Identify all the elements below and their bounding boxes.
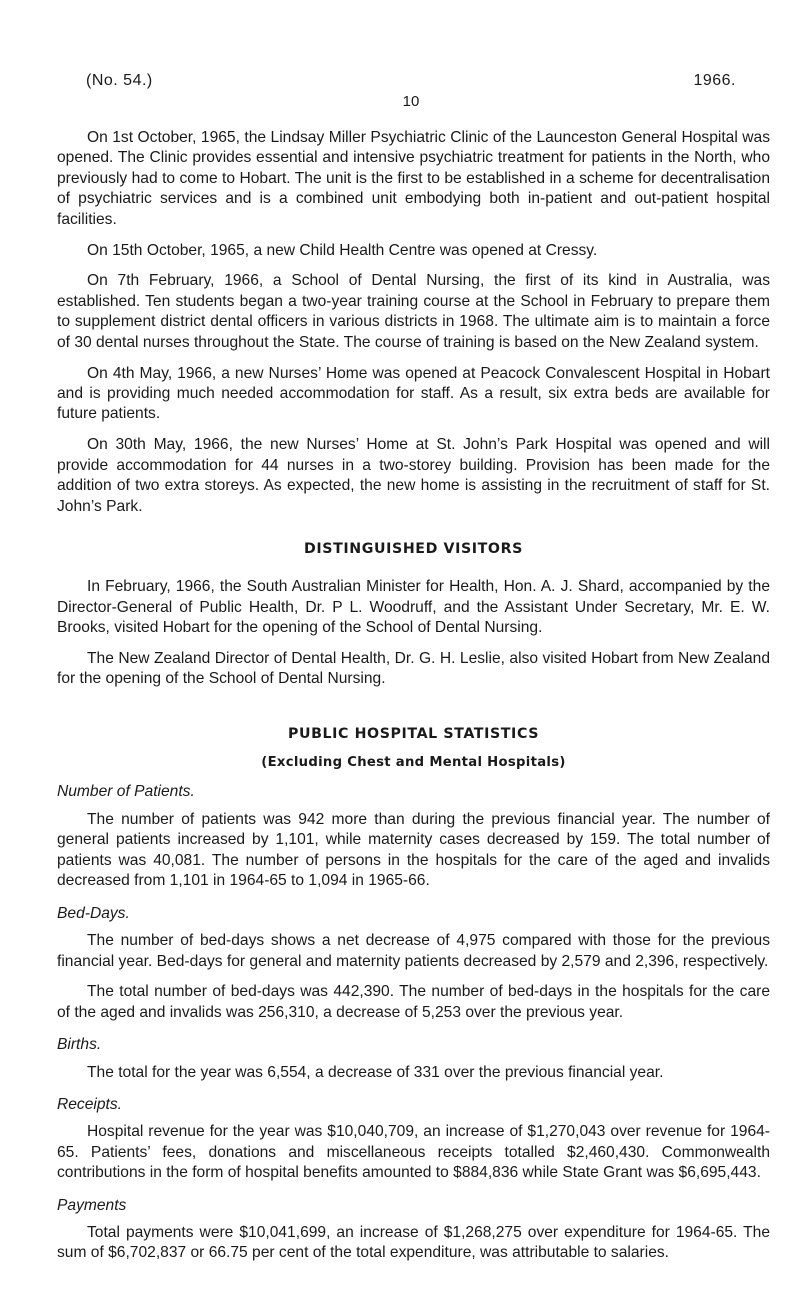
document-body (57, 128, 770, 1274)
paragraph-receipts: Hospital revenue for the year was $10,040,709, an increase of $1,270,043 over revenue for 1964-65. Patients’ fees, donations and miscellaneous receipts totalled $2,460,430. Commonwealth contributions in the form of hospital benefits amounted to $884,836 while State Grant was $6,695,443. (57, 1123, 770, 1182)
paragraph-payments: Total payments were $10,041,699, an increase of $1,268,275 over expenditure for 1964-65. The sum of $6,702,837 or 66.75 per cent of the total expenditure, was attributable to salaries. (57, 1224, 770, 1262)
section-subtitle: (Excluding Chest and Mental Hospitals) (261, 755, 566, 771)
subheading-bed-days: Bed-Days. (57, 904, 130, 922)
paragraph-dental-nursing-school: On 7th February, 1966, a School of Dental Nursing, the first of its kind in Australia, was established. Ten students began a two-year training course at the School in February to prepare them to supplement district dental officers in various districts in 1968. The ultimate aim is to maintain a force of 30 dental nurses throughout the State. The course of training is based on the New Zealand system. (57, 272, 770, 351)
paragraph-sa-minister-visit: In February, 1966, the South Australian Minister for Health, Hon. A. J. Shard, accompanied by the Director-General of Public Health, Dr. P L. Woodruff, and the Assistant Under Secretary, Mr. E. W. Brooks, visited Hobart for the opening of the School of Dental Nursing. (57, 578, 770, 637)
subheading-payments: Payments (57, 1196, 127, 1214)
header-year: 1966. (693, 72, 736, 89)
paragraph-psychiatric-clinic: On 1st October, 1965, the Lindsay Miller Psychiatric Clinic of the Launceston General Hospital was opened. The Clinic provides essential and intensive psychiatric treatment for patients in the North, who previously had to come to Hobart. The unit is the first to be established in a scheme for decentralisation of psychiatric services and is a combined unit embodying both in-patient and out-patient hospital facilities. (57, 129, 770, 228)
paragraph-peacock-nurses-home: On 4th May, 1966, a new Nurses’ Home was opened at Peacock Convalescent Hospital in Hobart and is providing much needed accommodation for staff. As a result, six extra beds are available for future patients. (57, 364, 770, 423)
paper-number: (No. 54.) (86, 72, 153, 89)
page-number: 10 (402, 93, 420, 110)
paragraph-st-johns-park-nurses-home: On 30th May, 1966, the new Nurses’ Home at St. John’s Park Hospital was opened and will provide accommodation for 44 nurses in a two-storey building. Provision has been made for the addition of two extra storeys. As expected, the new home is assisting in the recruitment of staff for St. John’s Park. (57, 436, 770, 515)
section-heading-distinguished-visitors: DISTINGUISHED VISITORS (304, 540, 523, 557)
paragraph-patients: The number of patients was 942 more than during the previous financial year. The number of general patients increased by 1,101, while maternity cases decreased by 159. The total number of patients was 40,081. The number of persons in the hospitals for the care of the aged and invalids decreased from 1,101 in 1964-65 to 1,094 in 1965-66. (57, 811, 770, 890)
page-header (86, 62, 736, 112)
paragraph-nz-director-visit: The New Zealand Director of Dental Health, Dr. G. H. Leslie, also visited Hobart from New Zealand for the opening of the School of Dental Nursing. (57, 650, 770, 688)
paragraph-child-health-centre: On 15th October, 1965, a new Child Health Centre was opened at Cressy. (87, 241, 598, 259)
paragraph-bed-days-total: The total number of bed-days was 442,390. The number of bed-days in the hospitals for the care of the aged and invalids was 256,310, a decrease of 5,253 over the previous year. (57, 983, 770, 1021)
paragraph-births: The total for the year was 6,554, a decrease of 331 over the previous financial year. (87, 1063, 664, 1081)
subheading-number-of-patients: Number of Patients. (57, 782, 195, 800)
section-heading-hospital-statistics: PUBLIC HOSPITAL STATISTICS (287, 725, 540, 742)
subheading-births: Births. (57, 1036, 102, 1054)
paragraph-bed-days-decrease: The number of bed-days shows a net decrease of 4,975 compared with those for the previous financial year. Bed-days for general and maternity patients decreased by 2,579 and 2,396, respectively. (57, 932, 770, 970)
subheading-receipts: Receipts. (57, 1096, 123, 1114)
